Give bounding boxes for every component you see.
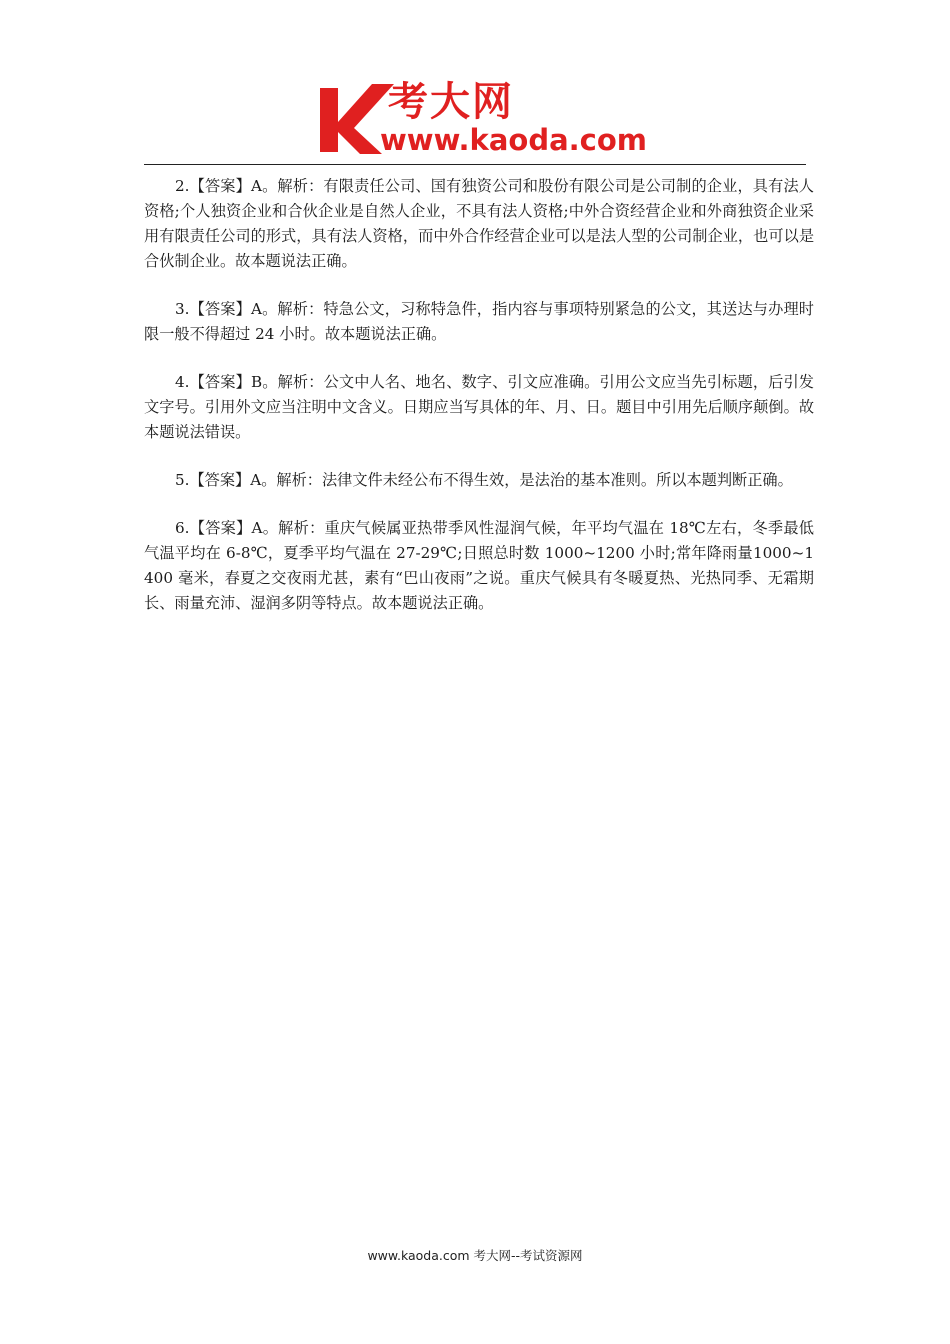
kaoda-logo	[318, 79, 647, 160]
logo-text: 考大网	[388, 79, 514, 125]
answer-item: 4.【答案】B。解析：公文中人名、地名、数字、引文应准确。引用公文应当先引标题，后引发文字号。引用外文应当注明中文含义。日期应当写具体的年、月、日。题目中引用先后顺序颠倒。故本题说法错误。	[144, 373, 814, 441]
logo-url: www.kaoda.com	[380, 123, 647, 157]
answer-item: 2.【答案】A。解析：有限责任公司、国有独资公司和股份有限公司是公司制的企业，具有法人资格;个人独资企业和合伙企业是自然人企业，不具有法人资格;中外合资经营企业和外商独资企业采用有限责任公司的形式，具有法人资格，而中外合作经营企业可以是法人型的公司制企业，也可以是合伙制企业。故本题说法正确。	[144, 177, 814, 270]
answer-item: 5.【答案】A。解析：法律文件未经公布不得生效，是法治的基本准则。所以本题判断正确。	[175, 471, 793, 489]
answer-item: 3.【答案】A。解析：特急公文，习称特急件，指内容与事项特别紧急的公文，其送达与办理时限一般不得超过 24 小时。故本题说法正确。	[144, 300, 814, 343]
page-header	[0, 0, 950, 170]
answer-list	[144, 174, 814, 639]
page-footer: www.kaoda.com 考大网--考试资源网	[367, 1248, 583, 1263]
answer-item: 6.【答案】A。解析：重庆气候属亚热带季风性湿润气候，年平均气温在 18℃左右，冬季最低气温平均在 6-8℃，夏季平均气温在 27-29℃;日照总时数 1000~1200 小时;常年降雨量1000~1400 毫米，春夏之交夜雨尤甚，素有“巴山夜雨”之说。重庆气候具有冬暖夏热、光热同季、无霜期长、雨量充沛、湿润多阴等特点。故本题说法正确。	[144, 519, 814, 612]
header-divider	[144, 164, 806, 165]
